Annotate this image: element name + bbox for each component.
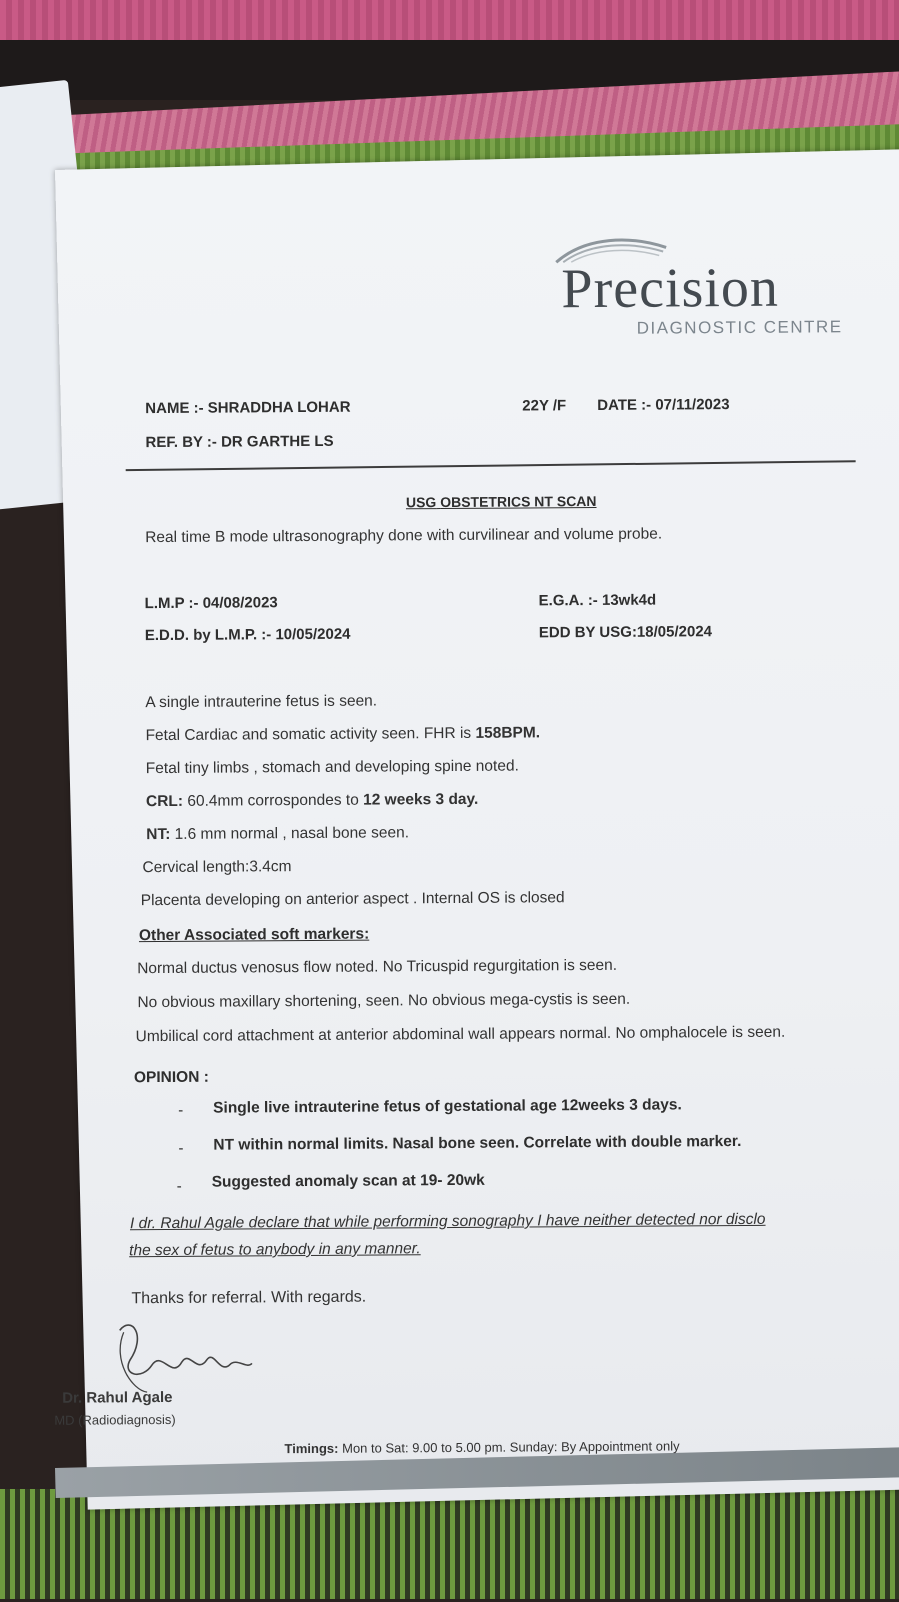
timings-text: Mon to Sat: 9.00 to 5.00 pm. Sunday: By Appointment only <box>342 1438 680 1456</box>
lmp-value: L.M.P :- 04/08/2023 <box>144 594 278 613</box>
ega-value: E.G.A. :- 13wk4d <box>538 591 657 610</box>
report-intro-b: done with curvilinear and volume probe. <box>388 525 663 545</box>
clinic-logo-name: Precision <box>561 256 780 321</box>
patient-name: NAME :- SHRADDHA LOHAR <box>145 398 351 418</box>
fhr-value: 158BPM. <box>475 724 541 742</box>
opinion-bullet-3: - <box>176 1177 182 1195</box>
header-divider <box>126 460 856 471</box>
finding-3: Fetal tiny limbs , stomach and developing spine noted. <box>145 757 519 778</box>
opinion-bullet-2: - <box>178 1139 184 1157</box>
clinic-logo-subtitle: DIAGNOSTIC CENTRE <box>636 317 843 338</box>
finding-2 <box>145 724 540 745</box>
finding-6: Cervical length:3.4cm <box>142 858 292 877</box>
declaration-line-2: the sex of fetus to anybody in any manner. <box>129 1240 421 1260</box>
report-title-text: OBSTETRICS NT SCAN <box>440 492 597 511</box>
doctor-name: Dr. Rahul Agale <box>62 1388 173 1407</box>
finding-1: A single intrauterine fetus is seen. <box>145 692 378 712</box>
report-title <box>406 493 597 510</box>
patient-age-sex: 22Y /F <box>522 397 567 415</box>
referred-by: REF. BY :- DR GARTHE LS <box>145 432 334 452</box>
opinion-2: NT within normal limits. Nasal bone seen. Correlate with double marker. <box>213 1132 742 1154</box>
opinion-3: Suggested anomaly scan at 19- 20wk <box>211 1171 485 1191</box>
edd-lmp-value: E.D.D. by L.M.P. :- 10/05/2024 <box>144 625 351 645</box>
signature-scribble <box>102 1319 263 1400</box>
declaration-line-1: I dr. Rahul Agale declare that while performing sonography I have neither detected nor disclo <box>129 1210 766 1233</box>
doctor-qualification: MD (Radiodiagnosis) <box>54 1411 176 1428</box>
report-intro <box>145 526 662 548</box>
finding-4 <box>146 791 478 811</box>
finding-5 <box>146 824 409 844</box>
nt-label: NT: <box>146 825 171 844</box>
soft-marker-1: Normal ductus venosus flow noted. No Tricuspid regurgitation is seen. <box>137 956 618 978</box>
nt-text: 1.6 mm normal , nasal bone seen. <box>174 824 410 843</box>
clinic-timings <box>284 1438 679 1456</box>
soft-markers-heading: Other Associated soft markers: <box>138 925 370 945</box>
finding-2-text: Fetal Cardiac and somatic activity seen. FHR is <box>145 724 472 745</box>
report-intro-a: Real time B mode ultrasonography <box>145 527 384 547</box>
opinion-heading: OPINION : <box>133 1068 209 1087</box>
report-date: DATE :- 07/11/2023 <box>597 396 730 414</box>
report-title-prefix: USG <box>405 494 437 511</box>
closing-note: Thanks for referral. With regards. <box>131 1288 367 1308</box>
finding-7: Placenta developing on anterior aspect . Internal OS is closed <box>140 889 565 910</box>
crl-label: CRL: <box>145 792 184 811</box>
opinion-bullet-1: - <box>178 1101 184 1119</box>
crl-value: 12 weeks 3 day. <box>363 790 479 809</box>
timings-label: Timings: <box>284 1440 339 1457</box>
opinion-1: Single live intrauterine fetus of gestational age 12weeks 3 days. <box>213 1096 682 1117</box>
edd-usg-value: EDD BY USG:18/05/2024 <box>538 623 713 642</box>
crl-text: 60.4mm corrospondes to <box>187 791 359 810</box>
soft-marker-2: No obvious maxillary shortening, seen. No obvious mega-cystis is seen. <box>137 990 631 1012</box>
soft-marker-3: Umbilical cord attachment at anterior abdominal wall appears normal. No omphalocele is seen. <box>135 1023 786 1046</box>
